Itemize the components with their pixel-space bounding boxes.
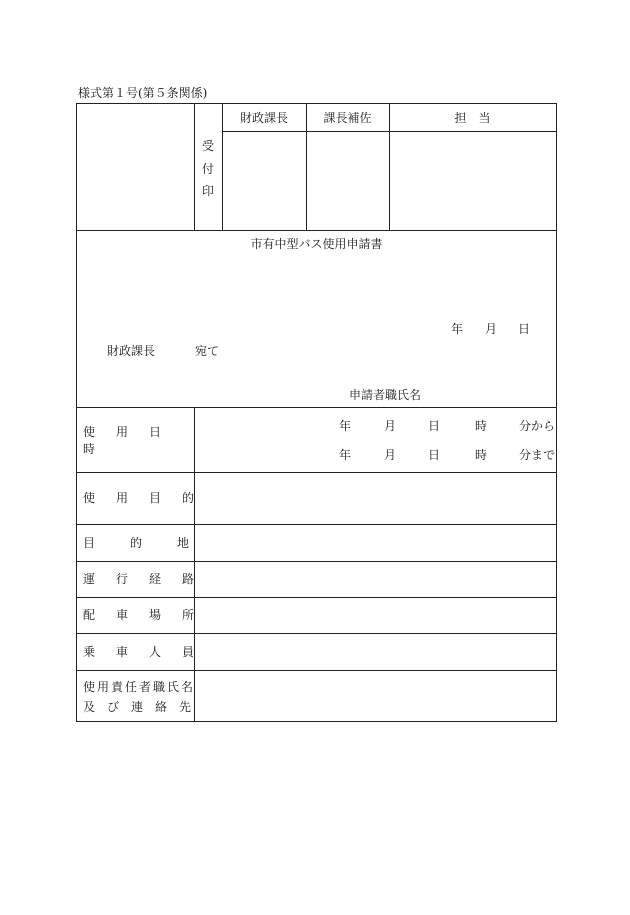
to-minute-unit: 分まで	[519, 448, 556, 462]
stamp-box-bottom	[76, 230, 557, 231]
header-person-in-charge: 担 当	[454, 111, 491, 125]
date-year-unit: 年	[451, 322, 464, 336]
from-hour-unit: 時	[475, 419, 488, 433]
row-divider	[76, 561, 557, 562]
from-day-unit: 日	[428, 419, 441, 433]
label-route: 運行経路	[83, 572, 216, 586]
row-divider	[76, 472, 557, 473]
stamp-label-char: 受	[201, 139, 214, 153]
label-destination: 目的地	[83, 536, 225, 550]
stamp-area-deputy-chief[interactable]	[307, 132, 388, 229]
stamp-area-finance-chief[interactable]	[223, 132, 305, 229]
to-hour-unit: 時	[475, 448, 488, 462]
label-usage-purpose: 使用目的	[83, 491, 216, 505]
stamp-area-person-in-charge[interactable]	[390, 132, 555, 229]
row-divider	[76, 670, 557, 671]
reception-stamp-label	[201, 137, 215, 199]
form-title: 市有中型バス使用申請書	[250, 237, 383, 251]
header-deputy-chief: 課長補佐	[323, 111, 372, 125]
destination-field[interactable]	[196, 526, 555, 560]
table-border-right	[556, 103, 557, 721]
addressee: 財政課長	[107, 344, 156, 358]
label-dispatch-location: 配車場所	[83, 608, 216, 622]
usage-datetime-field[interactable]	[196, 409, 555, 471]
to-day-unit: 日	[428, 448, 441, 462]
stamp-label-char: 印	[201, 184, 214, 198]
addressee-suffix: 宛て	[195, 344, 220, 358]
passengers-field[interactable]	[196, 635, 555, 669]
from-year-unit: 年	[339, 419, 352, 433]
row-divider	[76, 524, 557, 525]
date-month-unit: 月	[485, 322, 498, 336]
label-contact-info: 及び連絡先	[83, 700, 204, 714]
label-responsible-person: 使用責任者職氏名	[83, 680, 196, 694]
reception-stamp-area[interactable]	[77, 104, 193, 229]
label-text: 使用日時	[83, 425, 183, 456]
route-field[interactable]	[196, 563, 555, 596]
header-finance-chief: 財政課長	[239, 111, 288, 125]
label-usage-datetime	[83, 425, 189, 456]
usage-purpose-field[interactable]	[196, 474, 555, 523]
date-day-unit: 日	[518, 322, 531, 336]
from-minute-unit: 分から	[519, 419, 556, 433]
table-border-bottom	[76, 721, 557, 722]
statement-bottom	[76, 407, 557, 408]
applicant-name-field[interactable]	[425, 384, 553, 404]
row-divider	[76, 597, 557, 598]
form-number: 様式第１号(第５条関係)	[78, 86, 208, 100]
stamp-label-char: 付	[201, 161, 214, 176]
to-year-unit: 年	[339, 448, 352, 462]
applicant-label: 申請者職氏名	[349, 388, 422, 402]
responsible-person-field[interactable]	[196, 672, 555, 720]
dispatch-location-field[interactable]	[196, 599, 555, 632]
label-column-divider	[194, 407, 195, 721]
row-divider	[76, 633, 557, 634]
to-month-unit: 月	[384, 448, 397, 462]
label-passengers: 乗車人員	[83, 645, 216, 659]
stamp-label-left	[194, 103, 195, 230]
from-month-unit: 月	[384, 419, 397, 433]
